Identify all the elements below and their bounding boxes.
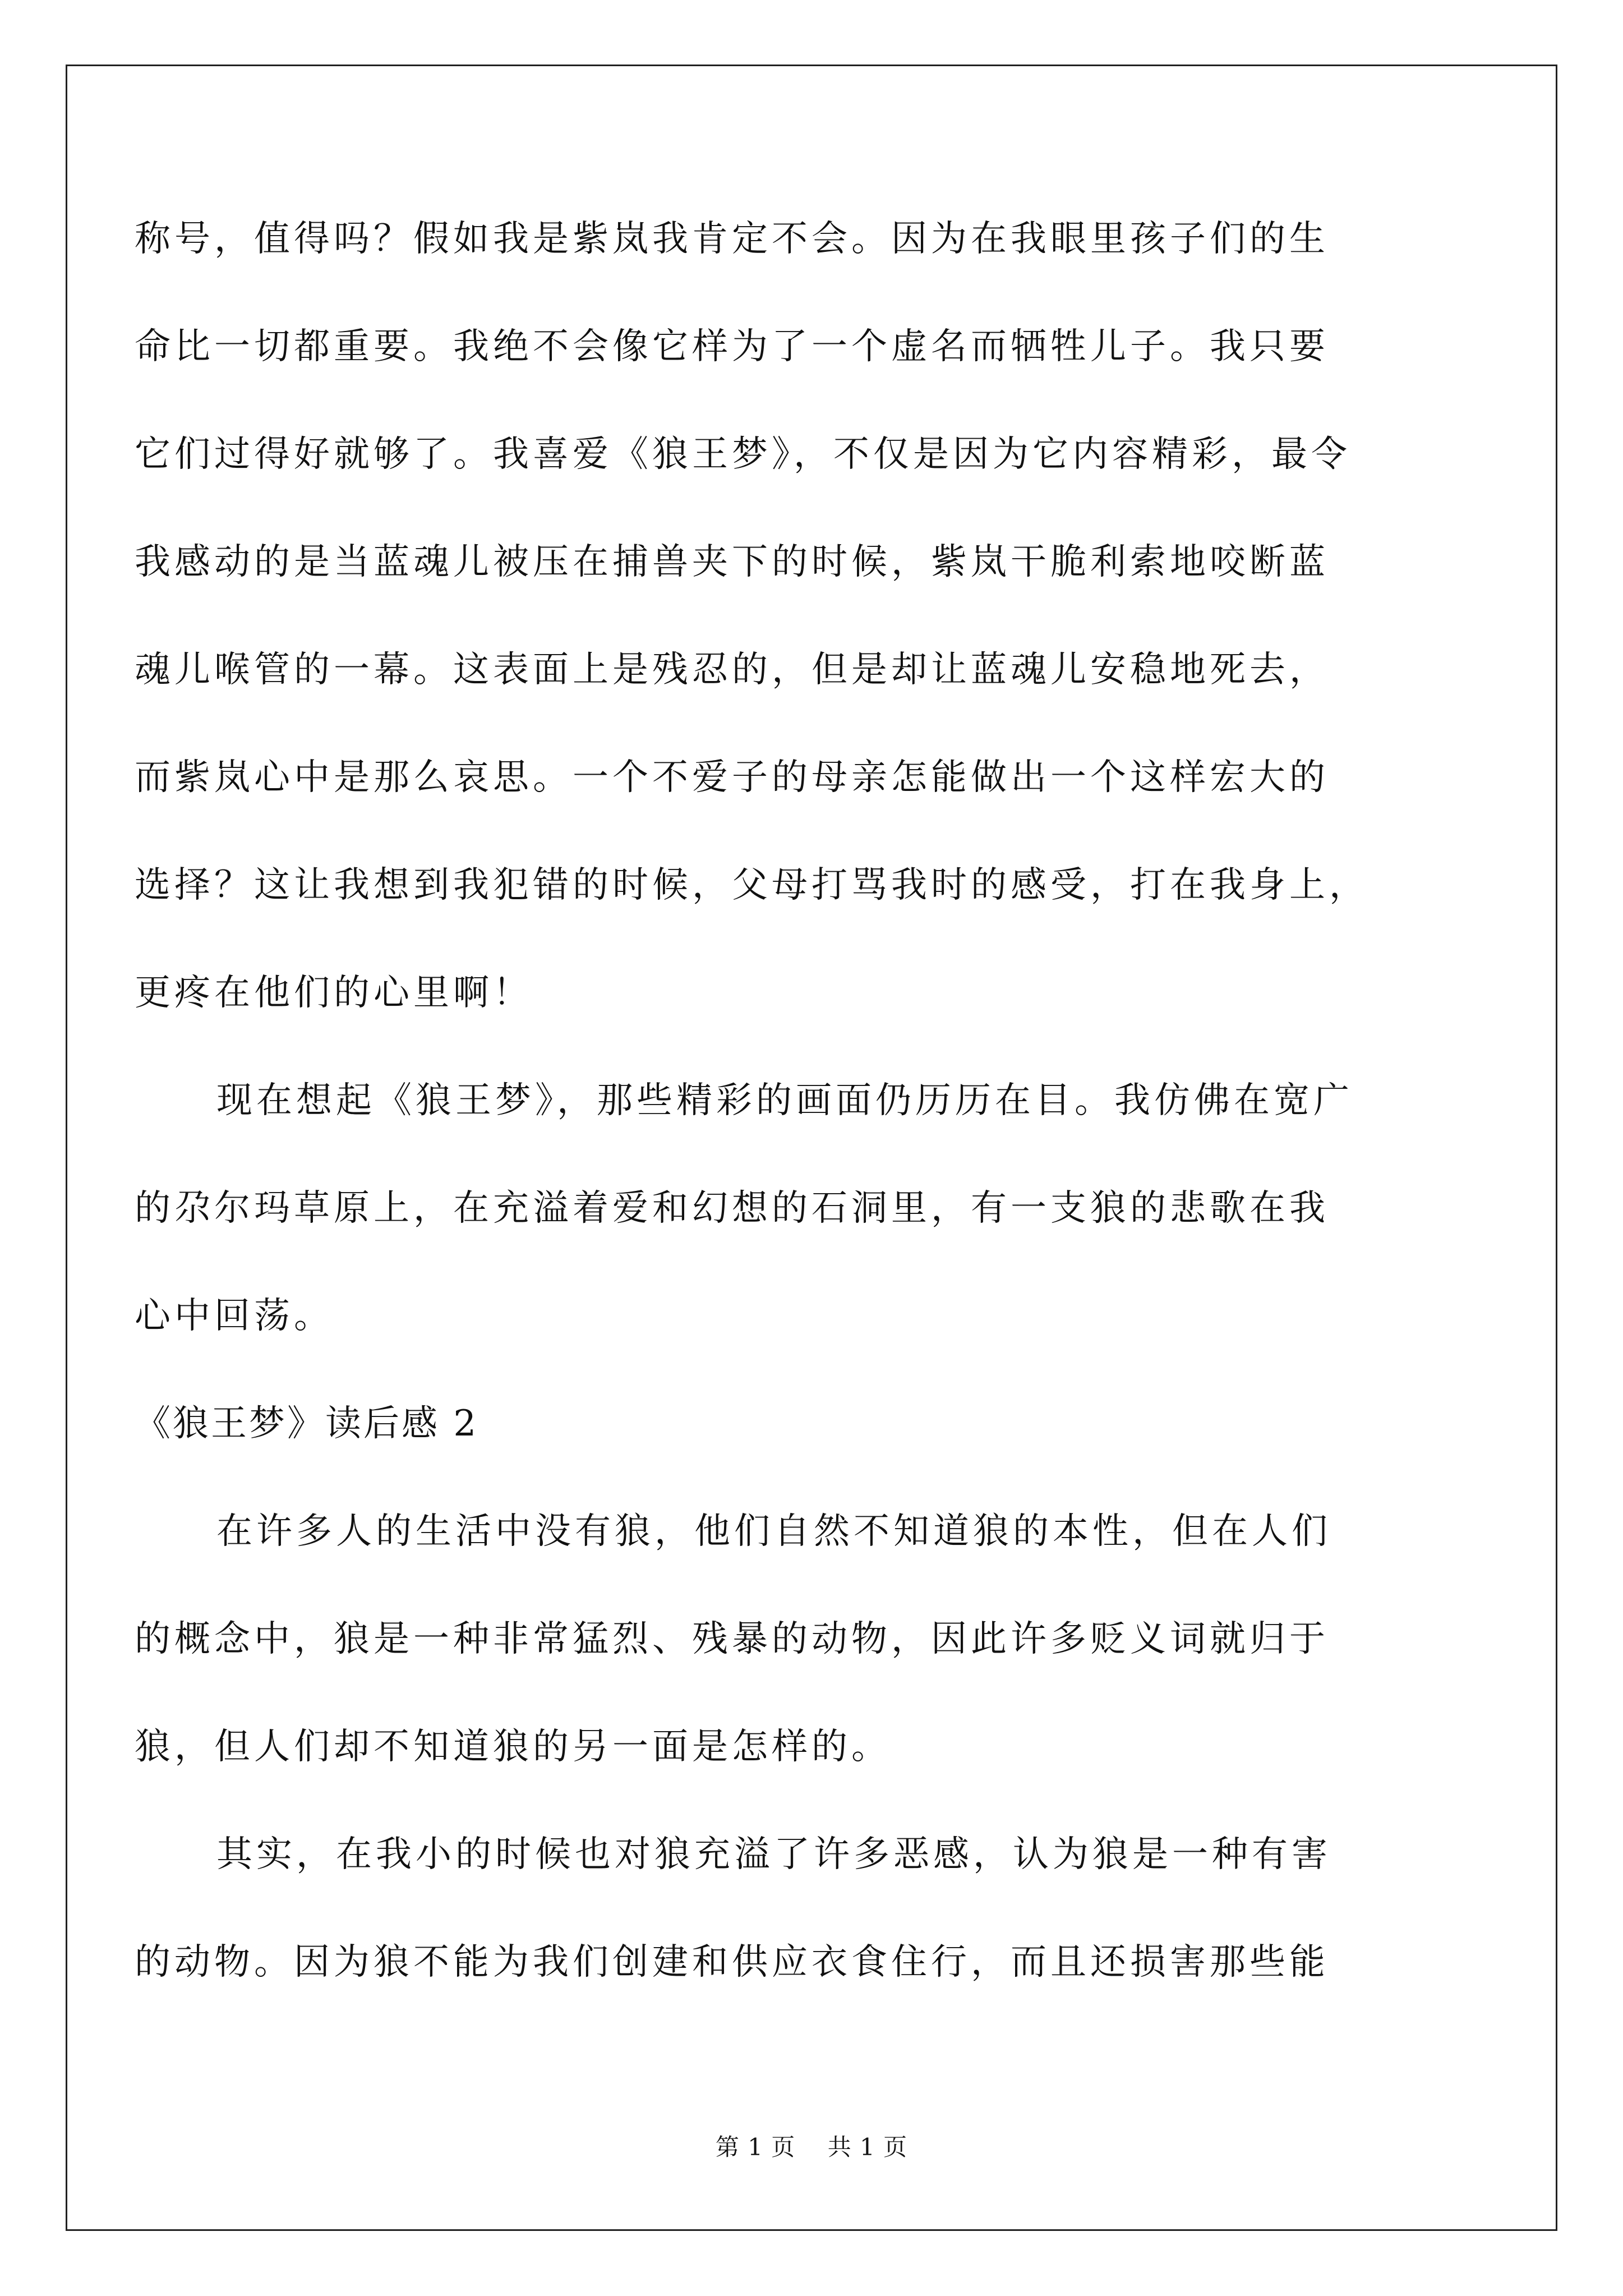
text-line: 选择？这让我想到我犯错的时候，父母打骂我时的感受，打在我身上， [135,864,1369,906]
paragraph-start-line: 在许多人的生活中没有狼，他们自然不知道狼的本性，但在人们 [216,1511,1331,1552]
paragraph-start-line: 其实，在我小的时候也对狼充溢了许多恶感，认为狼是一种有害 [216,1834,1331,1875]
paragraph-start-line: 现在想起《狼王梦》，那些精彩的画面仍历历在目。我仿佛在宽广 [216,1080,1353,1121]
section-heading: 《狼王梦》读后感 2 [135,1403,479,1444]
text-line: 狼，但人们却不知道狼的另一面是怎样的。 [135,1726,891,1768]
text-line: 魂儿喉管的一幕。这表面上是残忍的，但是却让蓝魂儿安稳地死去， [135,649,1329,691]
page-footer: 第 1 页 共 1 页 [715,2133,908,2161]
text-line: 它们过得好就够了。我喜爱《狼王梦》，不仅是因为它内容精彩，最令 [135,434,1351,475]
text-line: 更疼在他们的心里啊！ [135,972,533,1014]
text-line: 的概念中，狼是一种非常猛烈、残暴的动物，因此许多贬义词就归于 [135,1618,1329,1660]
text-line: 称号，值得吗？假如我是紫岚我肯定不会。因为在我眼里孩子们的生 [135,218,1329,260]
document-body [135,185,1475,2016]
text-line: 的动物。因为狼不能为我们创建和供应衣食住行，而且还损害那些能 [135,1941,1329,1983]
text-line: 而紫岚心中是那么哀思。一个不爱子的母亲怎能做出一个这样宏大的 [135,757,1329,798]
text-line: 的尕尔玛草原上，在充溢着爱和幻想的石洞里，有一支狼的悲歌在我 [135,1188,1329,1229]
text-line: 我感动的是当蓝魂儿被压在捕兽夹下的时候，紫岚干脆利索地咬断蓝 [135,541,1329,583]
text-line: 心中回荡。 [135,1295,334,1337]
text-line: 命比一切都重要。我绝不会像它样为了一个虚名而牺牲儿子。我只要 [135,326,1329,367]
